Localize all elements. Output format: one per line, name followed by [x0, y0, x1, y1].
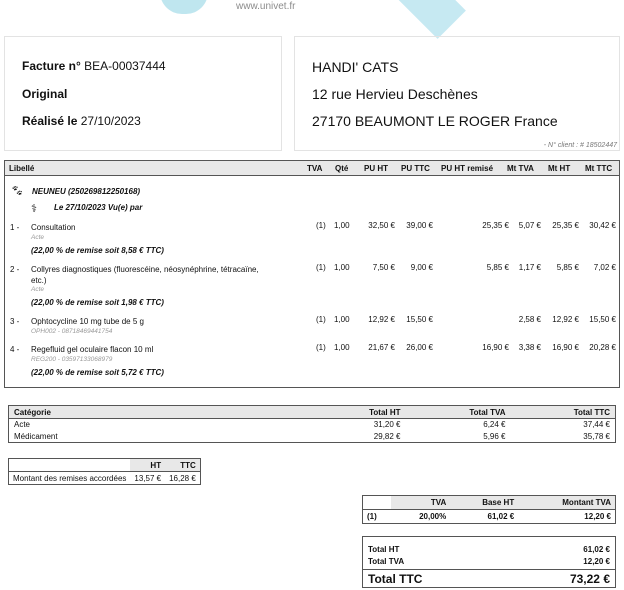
row-number: 2 - — [10, 265, 20, 274]
row-mt-ht: 16,90 € — [552, 343, 579, 352]
total-tva-label: Total TVA — [368, 557, 405, 566]
cat-ttc: 35,78 € — [583, 431, 610, 441]
table-row — [9, 419, 616, 431]
col-mt-ttc: Mt TTC — [585, 164, 613, 173]
row-pu-ht: 12,92 € — [368, 315, 395, 324]
invoice-date-value: 27/10/2023 — [80, 114, 141, 128]
cat-ht-header: Total HT — [311, 406, 406, 419]
row-qty: 1,00 — [334, 263, 350, 272]
row-pu-ht: 7,50 € — [372, 263, 395, 272]
row-tva: (1) — [316, 315, 326, 324]
total-tva-value: 12,20 € — [583, 557, 610, 566]
row-qty: 1,00 — [334, 221, 350, 230]
row-mt-ht: 5,85 € — [556, 263, 579, 272]
row-number: 1 - — [10, 223, 20, 232]
client-city: 27170 BEAUMONT LE ROGER France — [312, 113, 558, 129]
empty-header — [363, 496, 391, 510]
header-logo — [0, 0, 624, 22]
cat-tva-header: Total TVA — [406, 406, 511, 419]
tva-code: (1) — [367, 512, 377, 521]
row-discount: (22,00 % de remise soit 8,58 € TTC) — [31, 246, 164, 255]
invoice-status: Original — [22, 87, 68, 101]
cat-col-header: Catégorie — [9, 406, 311, 419]
table-row — [9, 472, 201, 485]
col-mt-tva: Mt TVA — [507, 164, 534, 173]
row-label-cont: etc.) — [31, 276, 47, 285]
col-label: Libellé — [9, 164, 35, 173]
cat-ttc-header: Total TTC — [511, 406, 616, 419]
tva-rate: 20,00% — [419, 512, 447, 521]
row-sub: REG200 - 03597133068979 — [31, 356, 113, 363]
invoice-lines-table — [4, 160, 620, 388]
tva-rate-header: TVA — [391, 496, 451, 510]
invoice-info-box — [4, 36, 282, 151]
tva-table — [362, 495, 616, 524]
col-pu-ttc: PU TTC — [401, 164, 430, 173]
row-label: Consultation — [31, 223, 76, 232]
cat-ht: 31,20 € — [373, 420, 401, 430]
row-discount: (22,00 % de remise soit 5,72 € TTC) — [31, 368, 164, 377]
row-mt-ttc: 20,28 € — [589, 343, 616, 352]
lines-table-header — [5, 161, 619, 176]
col-pu-ht-remise: PU HT remisé — [441, 164, 494, 173]
row-pu-ht: 32,50 € — [368, 221, 395, 230]
totals-box — [362, 536, 616, 588]
row-mt-tva: 3,38 € — [518, 343, 541, 352]
discount-ht-header: HT — [130, 459, 165, 472]
total-ht-label: Total HT — [368, 545, 400, 554]
row-tva: (1) — [316, 263, 326, 272]
row-pu-ttc: 39,00 € — [406, 221, 433, 230]
row-mt-ttc: 15,50 € — [589, 315, 616, 324]
total-ht-row — [368, 545, 610, 554]
row-pu-ht: 21,67 € — [368, 343, 395, 352]
col-qty: Qté — [335, 164, 349, 173]
row-number: 4 - — [10, 345, 20, 354]
row-mt-ttc: 30,42 € — [589, 221, 616, 230]
pet-name: NEUNEU (250269812250168) — [32, 187, 141, 196]
invoice-number-value: BEA-00037444 — [84, 59, 166, 73]
paw-icon: 🐾︎ — [11, 186, 24, 197]
total-ttc-row — [363, 569, 615, 588]
col-tva: TVA — [307, 164, 323, 173]
row-discount: (22,00 % de remise soit 1,98 € TTC) — [31, 298, 164, 307]
cat-name: Médicament — [14, 431, 58, 441]
cat-ht: 29,82 € — [373, 431, 401, 441]
row-tva: (1) — [316, 343, 326, 352]
tva-base: 61,02 € — [487, 512, 515, 521]
row-pu-ttc: 9,00 € — [410, 263, 433, 272]
invoice-number-label: Facture n° — [22, 59, 81, 73]
row-sub: Acte — [31, 286, 45, 293]
total-ttc-label: Total TTC — [368, 572, 423, 586]
discount-ttc: 16,28 € — [169, 473, 196, 483]
row-pu-ht-remise: 25,35 € — [482, 221, 509, 230]
empty-header — [9, 459, 131, 472]
total-tva-row — [368, 557, 610, 566]
row-mt-tva: 5,07 € — [518, 221, 541, 230]
table-row — [363, 510, 616, 524]
logo-shape — [388, 0, 466, 39]
row-mt-ttc: 7,02 € — [593, 263, 616, 272]
discount-ttc-header: TTC — [165, 459, 200, 472]
row-mt-tva: 2,58 € — [518, 315, 541, 324]
logo-shape — [160, 0, 208, 14]
cat-tva: 5,96 € — [483, 431, 506, 441]
total-ht-value: 61,02 € — [583, 545, 610, 554]
row-qty: 1,00 — [334, 315, 350, 324]
client-info-box — [294, 36, 620, 151]
row-number: 3 - — [10, 317, 20, 326]
row-sub: OPH002 - 08718469441754 — [31, 328, 113, 335]
row-label: Ophtocycline 10 mg tube de 5 g — [31, 317, 144, 326]
row-pu-ttc: 15,50 € — [406, 315, 433, 324]
row-tva: (1) — [316, 221, 326, 230]
table-row — [9, 431, 616, 443]
row-mt-ht: 12,92 € — [552, 315, 579, 324]
row-pu-ttc: 26,00 € — [406, 343, 433, 352]
discount-ht: 13,57 € — [134, 473, 162, 483]
row-qty: 1,00 — [334, 343, 350, 352]
discount-table — [8, 458, 201, 485]
website-url[interactable]: www.univet.fr — [236, 1, 296, 12]
client-number: - N° client : # 18502447 — [543, 142, 617, 149]
stethoscope-icon: ⚕ — [31, 203, 37, 215]
row-label: Collyres diagnostiques (fluorescéine, néosynéphrine, tétracaïne, — [31, 265, 259, 274]
row-pu-ht-remise: 5,85 € — [486, 263, 509, 272]
category-totals-table — [8, 405, 616, 443]
visit-info: Le 27/10/2023 Vu(e) par — [54, 203, 143, 212]
invoice-number — [22, 59, 166, 73]
tva-base-header: Base HT — [450, 496, 518, 510]
row-mt-tva: 1,17 € — [518, 263, 541, 272]
total-ttc-value: 73,22 € — [569, 572, 610, 586]
row-pu-ht-remise: 16,90 € — [482, 343, 509, 352]
col-pu-ht: PU HT — [364, 164, 388, 173]
col-mt-ht: Mt HT — [548, 164, 571, 173]
tva-amount: 12,20 € — [584, 512, 611, 521]
row-label: Regefluid gel oculaire flacon 10 ml — [31, 345, 154, 354]
cat-name: Acte — [14, 420, 31, 430]
cat-tva: 6,24 € — [483, 420, 506, 430]
invoice-date — [22, 114, 141, 128]
row-sub: Acte — [31, 234, 45, 241]
client-address: 12 rue Hervieu Deschènes — [312, 86, 478, 102]
cat-ttc: 37,44 € — [583, 420, 610, 430]
tva-amount-header: Montant TVA — [518, 496, 615, 510]
discount-label: Montant des remises accordées — [13, 473, 127, 483]
client-name: HANDI' CATS — [312, 59, 399, 75]
row-mt-ht: 25,35 € — [552, 221, 579, 230]
invoice-date-label: Réalisé le — [22, 114, 78, 128]
